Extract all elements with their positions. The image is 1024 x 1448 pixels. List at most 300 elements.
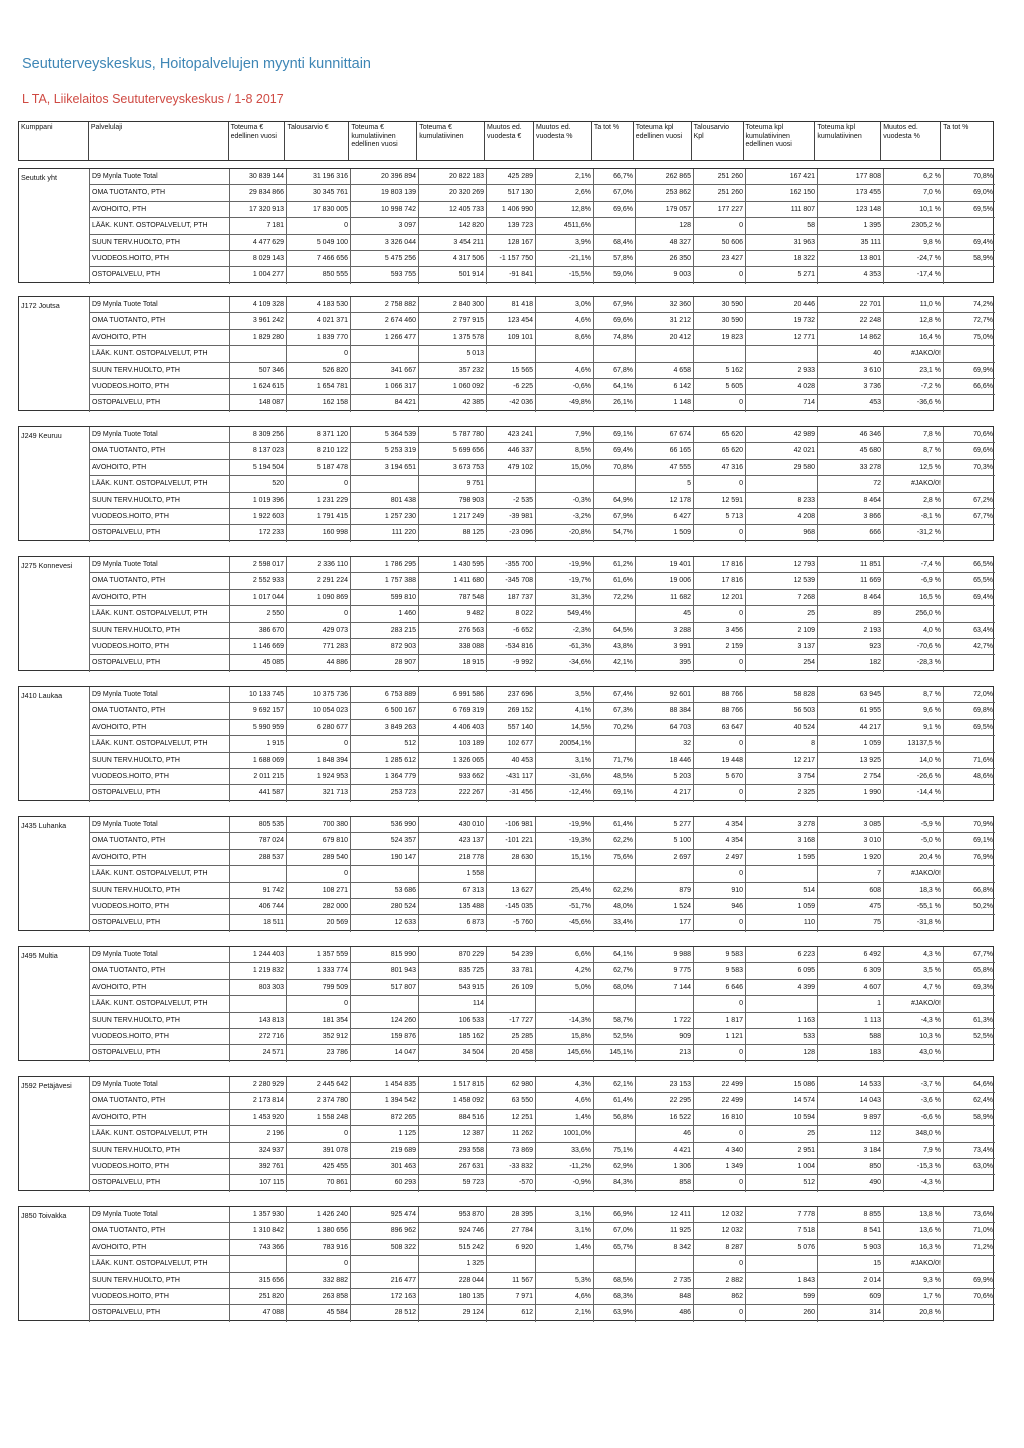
value-cell: 34 504 xyxy=(418,1045,486,1061)
value-cell: 26,1% xyxy=(593,395,635,411)
value-cell: 159 876 xyxy=(350,1029,418,1044)
value-cell xyxy=(535,866,593,881)
value-cell: 1 375 578 xyxy=(418,330,486,345)
value-cell: 70,2% xyxy=(593,720,635,735)
service-type-cell: OMA TUOTANTO, PTH xyxy=(89,313,229,328)
value-cell: 2,1% xyxy=(535,169,593,184)
value-cell: 1 310 842 xyxy=(229,1223,286,1238)
service-type-cell: OMA TUOTANTO, PTH xyxy=(89,703,229,718)
value-cell: 88 766 xyxy=(693,687,745,702)
value-cell: 160 998 xyxy=(286,525,350,541)
value-cell xyxy=(943,996,995,1011)
value-cell: 0 xyxy=(693,785,745,801)
value-cell: 33 781 xyxy=(486,963,535,978)
value-cell: 2 552 933 xyxy=(229,573,286,588)
value-cell: 2 882 xyxy=(693,1273,745,1288)
value-cell xyxy=(535,346,593,361)
service-type-cell: VUODEOS.HOITO, PTH xyxy=(89,1289,229,1304)
value-cell: 475 xyxy=(817,899,883,914)
value-cell: 1,4% xyxy=(535,1240,593,1255)
service-type-cell: D9 Mynla Tuote Total xyxy=(89,297,229,312)
value-cell: 423 137 xyxy=(418,833,486,848)
value-cell: 72,2% xyxy=(593,590,635,605)
value-cell: 71,0% xyxy=(943,1223,995,1238)
value-cell: 1 004 277 xyxy=(229,267,286,283)
value-cell: 59,0% xyxy=(593,267,635,283)
service-type-cell: D9 Mynla Tuote Total xyxy=(89,687,229,702)
value-cell: 7 971 xyxy=(486,1289,535,1304)
value-cell: 109 101 xyxy=(486,330,535,345)
table-row xyxy=(89,235,995,251)
value-cell: 75 xyxy=(817,915,883,931)
value-cell: 6,6% xyxy=(535,947,593,962)
column-header: Muutos ed. vuodesta % xyxy=(881,122,941,160)
value-cell: 7 518 xyxy=(745,1223,817,1238)
service-type-cell: SUUN TERV.HUOLTO, PTH xyxy=(89,1143,229,1158)
value-cell: -1 157 750 xyxy=(486,251,535,266)
value-cell: 64 703 xyxy=(635,720,693,735)
value-cell: -34,6% xyxy=(535,655,593,671)
value-cell: 69,5% xyxy=(943,720,995,735)
value-cell: 89 xyxy=(817,606,883,621)
value-cell: 71,2% xyxy=(943,1240,995,1255)
table-row xyxy=(89,218,995,234)
value-cell: 7 268 xyxy=(745,590,817,605)
value-cell: 65 620 xyxy=(693,427,745,442)
value-cell: 0 xyxy=(693,1175,745,1191)
service-type-cell: LÄÄK. KUNT. OSTOPALVELUT, PTH xyxy=(89,606,229,621)
value-cell: 47 316 xyxy=(693,460,745,475)
value-cell: 11 567 xyxy=(486,1273,535,1288)
table-row xyxy=(89,687,995,703)
value-cell: 1 922 603 xyxy=(229,509,286,524)
value-cell: 1 066 317 xyxy=(350,379,418,394)
service-type-cell: AVOHOITO, PTH xyxy=(89,980,229,995)
value-cell: 20 320 269 xyxy=(418,185,486,200)
value-cell: 6 223 xyxy=(745,947,817,962)
value-cell: 3 326 044 xyxy=(350,235,418,250)
value-cell: 1 915 xyxy=(229,736,286,751)
value-cell xyxy=(943,1256,995,1271)
value-cell xyxy=(593,476,635,491)
value-cell: 7 466 656 xyxy=(286,251,350,266)
value-cell: -31,8 % xyxy=(883,915,943,931)
service-type-cell: AVOHOITO, PTH xyxy=(89,330,229,345)
value-cell: 75,6% xyxy=(593,850,635,865)
value-cell: 19 006 xyxy=(635,573,693,588)
value-cell: 4 477 629 xyxy=(229,235,286,250)
value-cell: 59 723 xyxy=(418,1175,486,1191)
service-type-cell: D9 Mynla Tuote Total xyxy=(89,1077,229,1092)
value-cell: 5,3% xyxy=(535,1273,593,1288)
value-cell: 64,6% xyxy=(943,1077,995,1092)
value-cell: 61 955 xyxy=(817,703,883,718)
value-cell xyxy=(593,1256,635,1271)
value-cell: 64,1% xyxy=(593,379,635,394)
value-cell: 1 004 xyxy=(745,1159,817,1174)
value-cell: 1 722 xyxy=(635,1013,693,1028)
value-cell xyxy=(535,996,593,1011)
value-cell: 0 xyxy=(693,915,745,931)
value-cell: 19 803 139 xyxy=(350,185,418,200)
value-cell: 803 303 xyxy=(229,980,286,995)
value-cell: 798 903 xyxy=(418,493,486,508)
service-type-cell: LÄÄK. KUNT. OSTOPALVELUT, PTH xyxy=(89,218,229,233)
value-cell: 8,7 % xyxy=(883,687,943,702)
table-row xyxy=(89,833,995,849)
value-cell: 1,7 % xyxy=(883,1289,943,1304)
value-cell: 872 265 xyxy=(350,1110,418,1125)
value-cell: 6 920 xyxy=(486,1240,535,1255)
value-cell: 64,1% xyxy=(593,947,635,962)
value-cell: 67,0% xyxy=(593,1223,635,1238)
value-cell: 7 xyxy=(817,866,883,881)
value-cell: 69,4% xyxy=(593,443,635,458)
value-cell: 69,6% xyxy=(593,313,635,328)
page-subtitle: L TA, Liikelaitos Seututerveyskeskus / 1-8 2017 xyxy=(22,92,284,106)
column-header: Toteuma € kumulatiivinen xyxy=(417,122,485,160)
value-cell: 67 674 xyxy=(635,427,693,442)
value-cell: 0 xyxy=(286,218,350,233)
value-cell: 22 499 xyxy=(693,1077,745,1092)
value-cell: 17 816 xyxy=(693,573,745,588)
value-cell: 879 xyxy=(635,883,693,898)
value-cell xyxy=(943,785,995,801)
value-cell: 12 201 xyxy=(693,590,745,605)
value-cell: 74,8% xyxy=(593,330,635,345)
value-cell: 8 xyxy=(745,736,817,751)
table-row xyxy=(89,297,995,313)
value-cell: 66,9% xyxy=(593,1207,635,1222)
value-cell: 925 474 xyxy=(350,1207,418,1222)
value-cell: 61,6% xyxy=(593,573,635,588)
value-cell: 386 670 xyxy=(229,623,286,638)
value-cell: 16,3 % xyxy=(883,1240,943,1255)
service-type-cell: LÄÄK. KUNT. OSTOPALVELUT, PTH xyxy=(89,736,229,751)
value-cell: 1 558 xyxy=(418,866,486,881)
value-cell xyxy=(943,915,995,931)
value-cell: 933 662 xyxy=(418,769,486,784)
value-cell: 870 229 xyxy=(418,947,486,962)
value-cell: 11,0 % xyxy=(883,297,943,312)
value-cell: 1 146 669 xyxy=(229,639,286,654)
service-type-cell: VUODEOS.HOITO, PTH xyxy=(89,899,229,914)
value-cell: 430 010 xyxy=(418,817,486,832)
value-cell: 5 013 xyxy=(418,346,486,361)
value-cell xyxy=(350,866,418,881)
service-type-cell: OSTOPALVELU, PTH xyxy=(89,915,229,931)
value-cell: 4 354 xyxy=(693,817,745,832)
value-cell: 1 244 403 xyxy=(229,947,286,962)
table-row xyxy=(89,1013,995,1029)
value-cell: 10 998 742 xyxy=(350,202,418,217)
value-cell: 145,6% xyxy=(535,1045,593,1061)
municipality-group xyxy=(18,168,994,283)
value-cell: -26,6 % xyxy=(883,769,943,784)
value-cell: 10,3 % xyxy=(883,1029,943,1044)
value-cell: 52,5% xyxy=(593,1029,635,1044)
table-row xyxy=(89,623,995,639)
value-cell: 26 109 xyxy=(486,980,535,995)
value-cell: 526 820 xyxy=(286,363,350,378)
value-cell: 1 364 779 xyxy=(350,769,418,784)
value-cell: 2 840 300 xyxy=(418,297,486,312)
value-cell: 107 115 xyxy=(229,1175,286,1191)
value-cell: 69,0% xyxy=(943,185,995,200)
value-cell: 31 212 xyxy=(635,313,693,328)
value-cell: 28 630 xyxy=(486,850,535,865)
value-cell: 173 455 xyxy=(817,185,883,200)
value-cell: 20,4 % xyxy=(883,850,943,865)
value-cell: 103 189 xyxy=(418,736,486,751)
value-cell: 45 085 xyxy=(229,655,286,671)
value-cell: 272 716 xyxy=(229,1029,286,1044)
value-cell: 3 010 xyxy=(817,833,883,848)
value-cell: 28 395 xyxy=(486,1207,535,1222)
value-cell: 2 193 xyxy=(817,623,883,638)
value-cell: 2 674 460 xyxy=(350,313,418,328)
service-type-cell: D9 Mynla Tuote Total xyxy=(89,427,229,442)
value-cell: 31 196 316 xyxy=(286,169,350,184)
value-cell: -4,3 % xyxy=(883,1013,943,1028)
value-cell: 42 989 xyxy=(745,427,817,442)
value-cell: 8 464 xyxy=(817,493,883,508)
value-cell: 8,5% xyxy=(535,443,593,458)
column-header: Palvelulaji xyxy=(89,122,229,160)
value-cell: 88 384 xyxy=(635,703,693,718)
value-cell: 237 696 xyxy=(486,687,535,702)
value-cell: 16,4 % xyxy=(883,330,943,345)
value-cell: 321 713 xyxy=(286,785,350,801)
value-cell: 2 196 xyxy=(229,1126,286,1141)
value-cell: 44 217 xyxy=(817,720,883,735)
value-cell: 1 757 388 xyxy=(350,573,418,588)
value-cell: 5 076 xyxy=(745,1240,817,1255)
service-type-cell: OMA TUOTANTO, PTH xyxy=(89,1093,229,1108)
value-cell: 6 753 889 xyxy=(350,687,418,702)
value-cell: 20 446 xyxy=(745,297,817,312)
value-cell: 5 162 xyxy=(693,363,745,378)
value-cell: 12 387 xyxy=(418,1126,486,1141)
value-cell: 70,3% xyxy=(943,460,995,475)
column-header: Talousarvio € xyxy=(285,122,349,160)
value-cell: 2 173 814 xyxy=(229,1093,286,1108)
value-cell: 1 285 612 xyxy=(350,753,418,768)
value-cell: -55,1 % xyxy=(883,899,943,914)
value-cell: 269 152 xyxy=(486,703,535,718)
value-cell: 543 915 xyxy=(418,980,486,995)
value-cell xyxy=(943,606,995,621)
value-cell: 25 285 xyxy=(486,1029,535,1044)
value-cell: 8 137 023 xyxy=(229,443,286,458)
value-cell: 1 454 835 xyxy=(350,1077,418,1092)
value-cell: 557 140 xyxy=(486,720,535,735)
value-cell: 5 787 780 xyxy=(418,427,486,442)
service-type-cell: LÄÄK. KUNT. OSTOPALVELUT, PTH xyxy=(89,1126,229,1141)
value-cell: -2 535 xyxy=(486,493,535,508)
value-cell: 8 029 143 xyxy=(229,251,286,266)
value-cell: -28,3 % xyxy=(883,655,943,671)
value-cell: 13 801 xyxy=(817,251,883,266)
value-cell: 9,1 % xyxy=(883,720,943,735)
table-row xyxy=(89,736,995,752)
municipality-group xyxy=(18,556,994,671)
value-cell: 968 xyxy=(745,525,817,541)
value-cell xyxy=(943,736,995,751)
service-type-cell: VUODEOS.HOITO, PTH xyxy=(89,1029,229,1044)
table-row xyxy=(89,899,995,915)
value-cell: 254 xyxy=(745,655,817,671)
value-cell: 9 692 157 xyxy=(229,703,286,718)
value-cell: -70,6 % xyxy=(883,639,943,654)
value-cell: 11 925 xyxy=(635,1223,693,1238)
value-cell: 4,6% xyxy=(535,1093,593,1108)
value-cell: -5,9 % xyxy=(883,817,943,832)
value-cell: 33,6% xyxy=(535,1143,593,1158)
value-cell: 5 699 656 xyxy=(418,443,486,458)
value-cell: -8,1 % xyxy=(883,509,943,524)
municipality-label: J592 Petäjävesi xyxy=(21,1081,72,1090)
value-cell: 512 xyxy=(745,1175,817,1191)
municipality-group xyxy=(18,946,994,1061)
value-cell: 15 565 xyxy=(486,363,535,378)
value-cell: 15 xyxy=(817,1256,883,1271)
value-cell: 2 014 xyxy=(817,1273,883,1288)
value-cell xyxy=(486,1256,535,1271)
value-cell: 4 317 506 xyxy=(418,251,486,266)
value-cell xyxy=(229,346,286,361)
value-cell: 3 168 xyxy=(745,833,817,848)
value-cell: 69,4% xyxy=(943,235,995,250)
value-cell: 172 163 xyxy=(350,1289,418,1304)
value-cell: 0 xyxy=(693,476,745,491)
value-cell: 446 337 xyxy=(486,443,535,458)
value-cell: 423 241 xyxy=(486,427,535,442)
table-row xyxy=(89,525,995,541)
value-cell: 50 606 xyxy=(693,235,745,250)
value-cell: 805 535 xyxy=(229,817,286,832)
value-cell: 0 xyxy=(286,736,350,751)
value-cell: #JAKO/0! xyxy=(883,866,943,881)
value-cell: 73 869 xyxy=(486,1143,535,1158)
value-cell: 142 820 xyxy=(418,218,486,233)
value-cell: 162 158 xyxy=(286,395,350,411)
service-type-cell: AVOHOITO, PTH xyxy=(89,590,229,605)
value-cell: 2 011 215 xyxy=(229,769,286,784)
value-cell: 1 019 396 xyxy=(229,493,286,508)
value-cell: 8 022 xyxy=(486,606,535,621)
value-cell: 4,3% xyxy=(535,1077,593,1092)
value-cell: -19,9% xyxy=(535,557,593,572)
value-cell: 2 280 929 xyxy=(229,1077,286,1092)
table-row xyxy=(89,1305,995,1321)
value-cell: 6 492 xyxy=(817,947,883,962)
value-cell: 5 605 xyxy=(693,379,745,394)
value-cell: 62 980 xyxy=(486,1077,535,1092)
value-cell: -39 981 xyxy=(486,509,535,524)
value-cell: 177 227 xyxy=(693,202,745,217)
value-cell: 1 426 240 xyxy=(286,1207,350,1222)
value-cell: -11,2% xyxy=(535,1159,593,1174)
value-cell: 67,8% xyxy=(593,363,635,378)
value-cell: 31 963 xyxy=(745,235,817,250)
value-cell: 9 751 xyxy=(418,476,486,491)
value-cell: 1 357 559 xyxy=(286,947,350,962)
service-type-cell: OSTOPALVELU, PTH xyxy=(89,655,229,671)
municipality-label: J275 Konnevesi xyxy=(21,561,73,570)
value-cell: 67,0% xyxy=(593,185,635,200)
value-cell: 19 401 xyxy=(635,557,693,572)
value-cell: 58 828 xyxy=(745,687,817,702)
value-cell: 69,6% xyxy=(593,202,635,217)
table-row xyxy=(89,639,995,655)
value-cell: 896 962 xyxy=(350,1223,418,1238)
value-cell: #JAKO/0! xyxy=(883,1256,943,1271)
table-row xyxy=(89,655,995,671)
value-cell: 187 737 xyxy=(486,590,535,605)
column-header: Toteuma € kumulatiivinen edellinen vuosi xyxy=(349,122,417,160)
value-cell: 609 xyxy=(817,1289,883,1304)
value-cell: 3,1% xyxy=(535,753,593,768)
value-cell: 6 873 xyxy=(418,915,486,931)
table-row xyxy=(89,379,995,395)
value-cell: 884 516 xyxy=(418,1110,486,1125)
value-cell: 69,9% xyxy=(943,363,995,378)
value-cell: 3 085 xyxy=(817,817,883,832)
value-cell: 924 746 xyxy=(418,1223,486,1238)
value-cell: 3 278 xyxy=(745,817,817,832)
value-cell: 8 287 xyxy=(693,1240,745,1255)
value-cell: 253 723 xyxy=(350,785,418,801)
column-header: Ta tot % xyxy=(943,124,969,131)
value-cell: 66,8% xyxy=(943,883,995,898)
value-cell: 946 xyxy=(693,899,745,914)
value-cell: 68,0% xyxy=(593,980,635,995)
value-cell: 177 xyxy=(635,915,693,931)
value-cell: 128 xyxy=(745,1045,817,1061)
table-row xyxy=(89,1093,995,1109)
value-cell: 0 xyxy=(693,525,745,541)
value-cell: 25 xyxy=(745,606,817,621)
value-cell: 45 584 xyxy=(286,1305,350,1321)
value-cell: 7,8 % xyxy=(883,427,943,442)
value-cell xyxy=(745,1256,817,1271)
table-row xyxy=(89,720,995,736)
value-cell: 66 165 xyxy=(635,443,693,458)
value-cell: 0 xyxy=(286,996,350,1011)
value-cell: 14 862 xyxy=(817,330,883,345)
value-cell: 1 595 xyxy=(745,850,817,865)
column-header: Toteuma € edellinen vuosi xyxy=(229,122,286,160)
value-cell: 123 454 xyxy=(486,313,535,328)
value-cell xyxy=(635,346,693,361)
value-cell: 219 689 xyxy=(350,1143,418,1158)
value-cell: 18 915 xyxy=(418,655,486,671)
value-cell: 2 445 642 xyxy=(286,1077,350,1092)
value-cell: 61,4% xyxy=(593,817,635,832)
service-type-cell: AVOHOITO, PTH xyxy=(89,850,229,865)
value-cell: 20 458 xyxy=(486,1045,535,1061)
value-cell: 28 512 xyxy=(350,1305,418,1321)
table-row xyxy=(89,606,995,622)
value-cell: 66,5% xyxy=(943,557,995,572)
value-cell: 53 686 xyxy=(350,883,418,898)
value-cell: 61,2% xyxy=(593,557,635,572)
municipality-label: J850 Toivakka xyxy=(21,1211,67,1220)
value-cell: 62,7% xyxy=(593,963,635,978)
table-row xyxy=(89,1273,995,1289)
value-cell: 46 xyxy=(635,1126,693,1141)
